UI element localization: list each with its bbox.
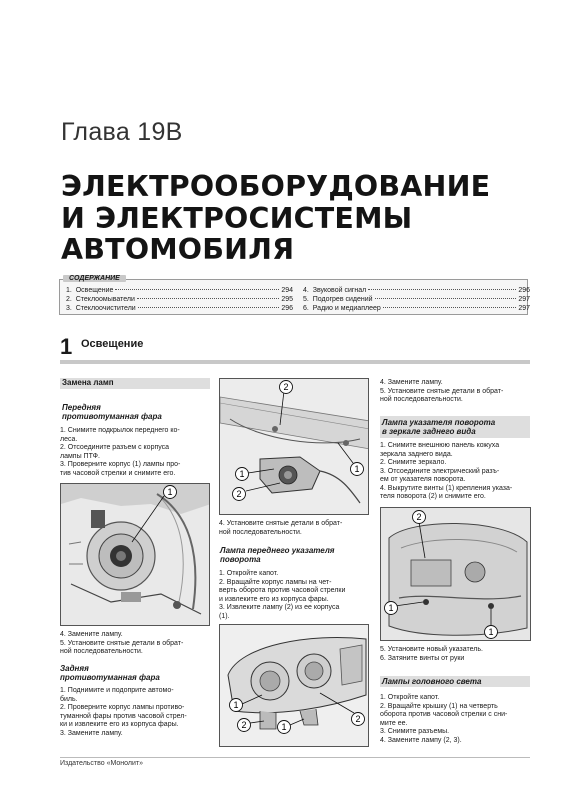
- subheading-line: поворота: [220, 555, 261, 564]
- step-line: ем от указателя поворота.: [380, 476, 466, 483]
- turn-signal-photo: [219, 378, 369, 515]
- headlight-photo: [219, 624, 369, 747]
- callout-2: 2: [355, 714, 361, 724]
- toc-title: Радио и медиаплеер: [312, 305, 381, 312]
- instruction-steps: [219, 570, 371, 621]
- callout-1: 1: [354, 464, 360, 474]
- toc-title: Стеклоомыватели: [75, 296, 135, 303]
- subheading-line: противотуманная фара: [60, 673, 160, 682]
- toc-title: Стеклоочистители: [75, 305, 136, 312]
- section-number: 1: [60, 334, 73, 359]
- instruction-steps: [60, 631, 210, 657]
- toc-leader: [383, 307, 517, 308]
- toc-num: 6.: [303, 305, 309, 312]
- step-line: 4. Выкрутите винты (1) крепления указа-: [380, 484, 513, 492]
- callout-1: 1: [388, 603, 394, 613]
- instruction-steps: [60, 427, 210, 478]
- toc-column: [303, 286, 530, 313]
- step-line: ной последовательности.: [60, 648, 143, 655]
- step-line: 1. Снимите внешнюю панель кожуха: [380, 442, 500, 449]
- toc-num: 1.: [66, 287, 72, 294]
- toc-num: 3.: [66, 305, 72, 312]
- toc-page: 295: [281, 296, 293, 303]
- step-line: 3. Замените лампу.: [60, 729, 123, 737]
- callout-2: 2: [283, 382, 289, 392]
- step-line: лeса.: [60, 435, 78, 443]
- toc-column: [66, 286, 293, 313]
- step-line: 1. Откройте капот.: [219, 570, 279, 577]
- step-line: (1).: [219, 612, 230, 620]
- callout-2: 2: [241, 720, 247, 730]
- step-line: теля поворота (2) и снимите его.: [380, 493, 486, 500]
- step-line: 5. Установите снятые детали в обрат-: [380, 387, 504, 395]
- toc-leader: [115, 289, 279, 290]
- toc-item[interactable]: [303, 295, 530, 304]
- fog-lamp-photo: [60, 483, 210, 626]
- toc-leader: [375, 298, 517, 299]
- step-line: биль.: [60, 695, 78, 703]
- subsection-heading: Замена ламп: [62, 378, 114, 387]
- step-line: ки и извлеките его из корпуса фары.: [60, 721, 179, 728]
- instruction-steps: [219, 520, 371, 537]
- instruction-steps: [380, 694, 532, 745]
- table-of-contents: [59, 275, 530, 315]
- toc-page: 294: [281, 287, 293, 294]
- instruction-steps: [380, 379, 532, 405]
- chapter-label: Глава 19В: [61, 118, 183, 146]
- subheading-line: Передняя: [62, 403, 101, 412]
- callout-1: 1: [488, 627, 494, 637]
- toc-num: 5.: [303, 296, 309, 303]
- subheading-line: противотуманная фара: [62, 412, 162, 421]
- step-line: 6. Затяните винты от руки: [380, 654, 465, 662]
- step-line: ной последовательности.: [380, 396, 463, 403]
- fog-lamp-illustration: [61, 484, 210, 626]
- toc-leader: [137, 298, 279, 299]
- toc-page: 296: [518, 287, 530, 294]
- toc-num: 4.: [303, 287, 309, 294]
- title-line: И ЭЛЕКТРОСИСТЕМЫ: [61, 201, 413, 235]
- step-line: и извлеките его из корпуса фары.: [219, 595, 329, 603]
- step-line: оборота против часовой стрелки с сни-: [380, 711, 508, 718]
- step-line: 3. Проверните корпус (1) лампы про-: [60, 461, 181, 468]
- step-line: 4. Замените лампу.: [380, 379, 443, 386]
- section-title: Освещение: [81, 338, 144, 350]
- toc-title: Звуковой сигнал: [312, 287, 367, 294]
- callout-1: 1: [281, 722, 287, 732]
- subheading-line: в зеркале заднего вида: [382, 427, 476, 436]
- callout-2: 2: [416, 512, 422, 522]
- toc-page: 297: [518, 296, 530, 303]
- step-line: 2. Вращайте крышку (1) на четверть: [380, 702, 498, 710]
- step-line: туманной фары против часовой стрел-: [60, 712, 187, 720]
- step-line: 4. Установите снятые детали в обрат-: [219, 520, 343, 527]
- step-line: 2. Вращайте корпус лампы на чет-: [219, 578, 332, 586]
- toc-item[interactable]: [303, 286, 530, 295]
- step-line: 4. Замените лампу.: [60, 631, 123, 638]
- callout-2: 2: [236, 489, 242, 499]
- step-line: 1. Поднимите и подоприте автомо-: [60, 687, 174, 694]
- callout-1: 1: [239, 469, 245, 479]
- step-line: лампы ПТФ.: [60, 452, 100, 460]
- subheading-line: Лампа переднего указателя: [220, 546, 335, 555]
- step-line: мите ее.: [380, 719, 408, 727]
- callout-1: 1: [167, 487, 173, 497]
- step-line: тив часовой стрелки и снимите его.: [60, 469, 176, 477]
- toc-title: Освещение: [75, 287, 114, 294]
- title-line: АВТОМОБИЛЯ: [61, 233, 295, 266]
- subsection-subheading: [60, 664, 160, 682]
- step-line: 3. Снимите разъемы.: [380, 728, 450, 735]
- subheading-line: Задняя: [60, 664, 89, 673]
- step-line: зеркала заднего вида.: [380, 450, 453, 458]
- step-line: 2. Проверните корпус лампы противо-: [60, 704, 185, 711]
- subsection-subheading: Лампы головного света: [382, 677, 482, 686]
- mirror-signal-photo: [380, 507, 531, 641]
- chapter-title: [61, 171, 531, 266]
- step-line: 4. Замените лампу (2, 3).: [380, 736, 462, 744]
- toc-page: 296: [281, 305, 293, 312]
- footer-rule: [60, 757, 530, 758]
- step-line: верть оборота против часовой стрелки: [219, 587, 346, 594]
- step-line: ной последовательности.: [219, 528, 302, 536]
- step-line: 3. Извлеките лампу (2) из ее корпуса: [219, 604, 340, 611]
- step-line: 2. Отсоедините разъем с корпуса: [60, 444, 170, 451]
- mirror-housing-illustration: [381, 508, 531, 641]
- toc-page: 297: [518, 305, 530, 312]
- toc-leader: [368, 289, 516, 290]
- toc-item[interactable]: [66, 304, 293, 313]
- instruction-steps: [380, 442, 532, 502]
- step-line: 5. Установите новый указатель.: [380, 646, 483, 653]
- toc-label: СОДЕРЖАНИЕ: [63, 275, 126, 282]
- publisher-footer: Издательство «Монолит»: [60, 760, 144, 767]
- step-line: 2. Снимите зеркало.: [380, 459, 447, 466]
- step-line: 1. Откройте капот.: [380, 694, 440, 701]
- bumper-lamp-illustration: [220, 379, 369, 515]
- headlight-unit-illustration: [220, 625, 369, 747]
- toc-leader: [138, 307, 280, 308]
- instruction-steps: [60, 687, 210, 738]
- toc-title: Подогрев сидений: [312, 296, 373, 303]
- step-line: 1. Снимите подкрылок переднего ко-: [60, 427, 180, 434]
- step-line: 3. Отсоедините электрический разъ-: [380, 467, 500, 475]
- toc-item[interactable]: [66, 286, 293, 295]
- step-line: 5. Установите снятые детали в обрат-: [60, 639, 184, 647]
- subsection-subheading: [62, 403, 162, 421]
- title-line: ЭЛЕКТРООБОРУДОВАНИЕ: [61, 170, 491, 203]
- subsection-subheading: [382, 418, 495, 436]
- toc-item[interactable]: [303, 304, 530, 313]
- toc-item[interactable]: [66, 295, 293, 304]
- callout-1: 1: [233, 700, 239, 710]
- toc-num: 2.: [66, 296, 72, 303]
- instruction-steps: [380, 646, 532, 663]
- subsection-subheading: [220, 546, 335, 564]
- subheading-line: Лампа указателя поворота: [382, 418, 496, 427]
- section-divider: [60, 360, 530, 364]
